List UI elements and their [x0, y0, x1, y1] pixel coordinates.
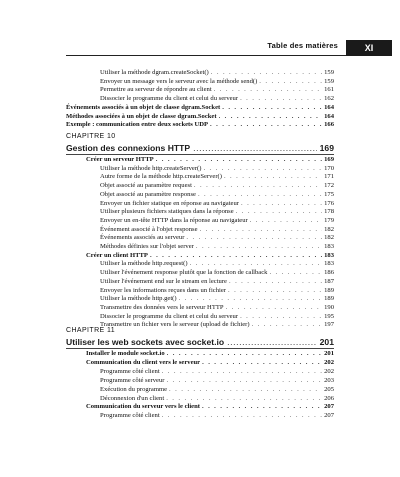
toc-entry-page: 159	[324, 69, 334, 76]
toc-entry-page: 171	[324, 173, 334, 181]
leader-dots	[259, 77, 322, 86]
toc-entry[interactable]	[100, 294, 334, 303]
toc-entry-page: 164	[324, 103, 334, 111]
toc-entry[interactable]	[100, 190, 334, 199]
toc-entry[interactable]	[86, 358, 334, 367]
toc-entry-page: 195	[324, 312, 334, 320]
toc-entry[interactable]	[100, 385, 334, 394]
leader-dots	[156, 155, 322, 164]
leader-dots	[236, 207, 322, 216]
toc-entry-page: 186	[324, 269, 334, 277]
toc-entry-page: 176	[324, 199, 334, 207]
leader-dots	[194, 181, 322, 190]
leader-dots	[211, 68, 322, 77]
toc-entry-page: 205	[324, 385, 334, 393]
toc-entry[interactable]	[100, 68, 334, 77]
toc-entry-title: Utiliser plusieurs fichiers statiques dans la réponse	[100, 208, 234, 216]
chapter-10-title-text: Gestion des connexions HTTP	[66, 143, 191, 153]
chapter-11-title[interactable]	[66, 337, 334, 349]
page-number-box	[346, 40, 392, 56]
toc-entry-title: Autre forme de la méthode http.createServer()	[100, 173, 222, 181]
toc-entry-page: 170	[324, 164, 334, 172]
toc-entry-title: Programme côté client	[100, 367, 160, 375]
leader-dots	[210, 120, 322, 129]
chapter-11-label: CHAPITRE 11	[66, 327, 116, 334]
leader-dots	[240, 94, 322, 103]
toc-entry-page: 190	[324, 303, 334, 311]
leader-dots	[186, 233, 322, 242]
leader-dots	[162, 367, 322, 376]
toc-entry[interactable]	[100, 172, 334, 181]
chapter-10-label: CHAPITRE 10	[66, 133, 116, 140]
leader-dots	[200, 225, 323, 234]
leader-dots	[198, 190, 322, 199]
leader-dots	[162, 411, 322, 420]
chapter-11-page: 201	[319, 337, 334, 347]
leader-dots	[202, 358, 322, 367]
toc-entry-title: Installer le module socket.io	[86, 350, 165, 357]
toc-entry-page: 207	[324, 403, 334, 411]
leader-dots	[228, 286, 322, 295]
toc-entry-title: Utiliser la méthode dgram.createSocket()	[100, 69, 209, 76]
toc-entry-page: 183	[324, 243, 334, 250]
leader-dots	[167, 349, 322, 358]
toc-entry-page: 178	[324, 208, 334, 216]
toc-entry-page: 172	[324, 182, 334, 190]
toc-entry-title: Transmettre un fichier vers le serveur (upload de fichier)	[100, 321, 250, 329]
toc-entry-page: 189	[324, 286, 334, 294]
toc-entry[interactable]	[66, 112, 334, 121]
toc-entry[interactable]	[100, 77, 334, 86]
toc-entry-page: 206	[324, 394, 334, 402]
page-number: XI	[364, 43, 374, 53]
toc-entry[interactable]	[66, 120, 334, 129]
toc-entry-page: 164	[324, 112, 334, 120]
toc-entry[interactable]	[86, 349, 334, 358]
toc-entry[interactable]	[100, 286, 334, 295]
toc-entry-page: 202	[324, 367, 334, 375]
toc-entry[interactable]	[100, 268, 334, 277]
toc-entry-page: 202	[324, 358, 334, 366]
leader-dots	[224, 172, 322, 181]
toc-entry-title: Exemple : communication entre deux sockets UDP	[66, 121, 208, 129]
toc-entry-title: Transmettre des données vers le serveur HTTP	[100, 303, 224, 311]
toc-entry-title: Utiliser la méthode http.get()	[100, 295, 177, 303]
toc-entry-page: 169	[324, 156, 334, 163]
toc-entry-title: Communication du serveur vers le client	[86, 403, 200, 411]
toc-entry-page: 189	[324, 295, 334, 303]
toc-entry-title: Envoyer un message vers le serveur avec la méthode send()	[100, 77, 258, 85]
toc-entry-title: Déconnexion d'un client	[100, 394, 165, 402]
toc-entry[interactable]	[100, 277, 334, 286]
chapter-10-title[interactable]	[66, 143, 334, 155]
toc-entry-title: Méthodes définies sur l'objet server	[100, 243, 194, 250]
toc-entry-page: 203	[324, 376, 334, 384]
toc-entry-page: 161	[324, 86, 334, 94]
toc-entry[interactable]	[100, 411, 334, 420]
toc-entry-title: Événements associés à un objet de classe dgram.Socket	[66, 103, 221, 111]
toc-entry-title: Événement associé à l'objet response	[100, 225, 198, 233]
chapter-10-page: 169	[319, 143, 334, 153]
toc-entry-title: Permettre au serveur de répondre au client	[100, 86, 212, 94]
toc-entry-page: 175	[324, 190, 334, 198]
toc-entry[interactable]	[100, 303, 334, 312]
toc-entry-title: Utiliser l'événement response plutôt que la fonction de callback	[100, 269, 268, 277]
toc-entry-page: 183	[324, 251, 334, 259]
toc-entry[interactable]	[100, 367, 334, 376]
leader-dots	[150, 251, 322, 260]
leader-dots	[179, 294, 323, 303]
toc-entry-title: Méthodes associées à un objet de classe dgram.Socket	[66, 112, 217, 120]
toc-entry-title: Utiliser la méthode http.request()	[100, 260, 188, 268]
toc-entry[interactable]	[100, 242, 334, 251]
toc-entry-page: 187	[324, 277, 334, 285]
toc-entry[interactable]	[100, 259, 334, 268]
toc-entry[interactable]	[86, 251, 334, 260]
toc-entry-title: Créer un client HTTP	[86, 251, 148, 259]
leader-dots	[250, 216, 322, 225]
toc-entry[interactable]	[100, 181, 334, 190]
leader-dots	[193, 143, 317, 153]
toc-entry[interactable]	[100, 320, 334, 329]
toc-entry[interactable]	[86, 155, 334, 164]
leader-dots	[166, 376, 322, 385]
toc-entry-page: 207	[324, 412, 334, 420]
leader-dots	[203, 164, 322, 173]
toc-entry-title: Communication du client vers le serveur	[86, 358, 201, 366]
toc-entry-title: Dissocier le programme du client et celui du serveur	[100, 95, 239, 103]
leader-dots	[240, 312, 322, 321]
toc-entry-page: 179	[324, 216, 334, 224]
leader-dots	[202, 402, 322, 411]
toc-entry-title: Objet associé au paramètre response	[100, 190, 196, 198]
toc-entry-title: Objet associé au paramètre request	[100, 182, 192, 190]
leader-dots	[227, 337, 317, 347]
toc-entry-title: Envoyer un fichier statique en réponse au navigateur	[100, 199, 239, 207]
toc-entry[interactable]	[100, 225, 334, 234]
toc-entry-title: Exécution du programme	[100, 385, 168, 393]
leader-dots	[166, 394, 322, 403]
toc-entry-title: Programme côté serveur	[100, 376, 165, 384]
toc-entry-page: 159	[324, 77, 334, 85]
toc-entry[interactable]	[100, 394, 334, 403]
toc-entry[interactable]	[100, 164, 334, 173]
toc-entry[interactable]	[100, 85, 334, 94]
toc-entry[interactable]	[66, 103, 334, 112]
toc-entry-title: Utiliser l'événement end sur le stream en lecture	[100, 277, 227, 285]
chapter-11-title-text: Utiliser les web sockets avec socket.io	[66, 337, 225, 347]
leader-dots	[169, 385, 322, 394]
leader-dots	[196, 242, 322, 251]
leader-dots	[214, 85, 322, 94]
toc-entry-page: 162	[324, 95, 334, 103]
toc-entry-page: 182	[324, 234, 334, 242]
toc-entry[interactable]	[100, 312, 334, 321]
toc-entry[interactable]	[100, 199, 334, 208]
toc-entry-title: Utiliser la méthode http.createServer()	[100, 164, 202, 172]
header-title: Table des matières	[267, 41, 338, 50]
toc-entry-title: Créer un serveur HTTP	[86, 156, 154, 163]
toc-entry-page: 197	[324, 321, 334, 329]
toc-entry[interactable]	[86, 402, 334, 411]
toc-entry-title: Dissocier le programme du client et celui du serveur	[100, 312, 239, 320]
leader-dots	[219, 112, 323, 121]
toc-entry-title: Programme côté client	[100, 412, 160, 420]
leader-dots	[241, 199, 322, 208]
toc-entry-page: 201	[324, 350, 334, 357]
leader-dots	[269, 268, 322, 277]
toc-entry[interactable]	[100, 207, 334, 216]
toc-entry-title: Événements associés au serveur	[100, 234, 185, 242]
toc-entry-page: 182	[324, 225, 334, 233]
toc-entry[interactable]	[100, 233, 334, 242]
toc-entry[interactable]	[100, 376, 334, 385]
toc-entry-page: 183	[324, 260, 334, 268]
leader-dots	[222, 103, 322, 112]
leader-dots	[190, 259, 323, 268]
leader-dots	[226, 303, 323, 312]
toc-entry[interactable]	[100, 94, 334, 103]
toc-entry[interactable]	[100, 216, 334, 225]
toc-entry-page: 166	[324, 121, 334, 129]
leader-dots	[252, 320, 323, 329]
toc-entry-title: Envoyer un en-tête HTTP dans la réponse au navigateur	[100, 216, 248, 224]
leader-dots	[229, 277, 322, 286]
toc-entry-title: Envoyer les informations reçues dans un fichier	[100, 286, 226, 294]
header-rule	[66, 55, 392, 56]
page-header	[0, 40, 400, 56]
